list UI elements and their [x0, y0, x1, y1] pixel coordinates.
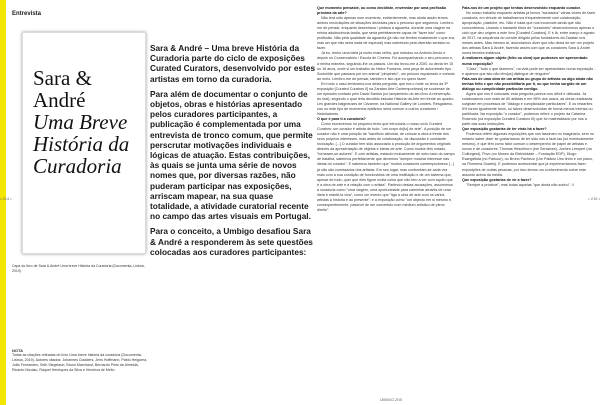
body-column-2 [462, 6, 596, 188]
book-title-line: André [33, 88, 86, 112]
book-cover [22, 32, 146, 254]
interview-question: Fala-nos de uma obra de um artista ou grupo de artistas ou algo ainda não tenhas feito e que não possibilitaria por ti, ou que tenha surgido de um diálogo ou cumplicidade particular contigo. [462, 76, 593, 91]
interview-answer: Agora que nos é colocada, esta pergunta parece-nos difícil e delicada. Já colaboramos com mais de 60 artistas e em 95% dos casos, as obras realizadas surgiram em processos de "diálogo e cumplicidade particulares". E os restantes 5% foram igualmente bons, só talvez desenvolvidas de forma menos intensa ou partilhada. Na exposição "o curador", podemos referir o projeto da Catarina Rosendo (na exposição Curated Curators III) que foi materializado por nós a partir das suas instruções. [462, 91, 593, 127]
page-footer: UMBIGO ZNS [380, 398, 403, 402]
body-column-1 [317, 6, 455, 213]
interview-answer: Podemos referir algumas exposições que nos fascinam no imaginário, sem no entanto saber dizer se gostaríamos de ter sido nós a fazê-las (só eventualmente mesmo), e que têm como fator comum o desempenho de papel de artistas e novos e de curadores: Thomas Hirschhorn (em Serralves), Jochen Lempert (na Culturgest), Povo (no Museu da Eletricidade – Fundação EDP), Diogo Evangelista (no Parkour), ou Bruno Pacheco (Um Palácio Uno linho e um piano, na Filomena Soares). E podemos acrescentar que já experimentamos fazer exposições de outras pessoas, por isso temos um conhecimento sobre este assunto acima da média. [462, 132, 594, 177]
intro-text [150, 43, 316, 262]
footnote-heading: NOTA [12, 348, 24, 353]
image-caption: Capa do livro de Sara & André Uma breve História da Curadoria (Documenta, Lisboa, 2019) [12, 264, 145, 273]
page-number-left: • 214 • [0, 196, 12, 201]
interview-question: Fala-nos de um projeto que tenhas desenvolvido enquanto curador. [462, 6, 581, 10]
footnote-text: Todas as citações retiradas do livro Uma breve história da curadoria (Documenta, Lisboa, 2019). Autores citados: Johannes Cladders, Jens Hoffmann, Pablo Helguera, João Fernandes, Seth Siegelaub, Bruno Marchand, Bernardo Pinto de Almeida, Ricardo Nicolau, Raquel Henriques da Silva e Verónica de Mello. [12, 353, 148, 372]
interview-question: Que exposição gostarias de ter visto há a fazer? [462, 127, 547, 132]
interview-answer: Como escrevemos no pequeno texto que introduzia o nosso ciclo Curated Curators: um curador é artista de tudo: "um corpo do[to] de arte". A posição de um curador não é uma posição de "sacrifício altruísta, de colocar a obra à frente dos seus próprios interesses, mas antes de colaboração, de discussão e constante invocação. [...] O curador tem sido associado à produção de argumentos originais através da apresentação de objetos e ideias de arte. Como muitos têm notado, "tornaram-se autores". E com artistas, estando mutuamente de outro lado do campo de batalha, sabemos perfeitamente que devemos "sempre mostrar interesse nas ideias do curador". E sabemos também que "muitos curadores contemporâneos [...] já não são comissários dos artistas. Em seu lugar, mas confrontam-se cada vez mais com a sua condição de funcionários de uma instituição e de um sistema que, apesar de tudo, quer que eles figure muita coisa que não tem a ver com aquilo que é a obra de arte e a relação com o artista". Partindo destas acusações, assumimos a curadoria como "uma viagem, uma oportunidade para caminhar através de uma ideia e mantê-la viva", como um evento que "liga a obra de arte com os vários artistas à história e ao presente"; e a exposição como "um objecto em si mesmo e, consequentemente, passível de ser convertido num médium artístico de pleno direito". [317, 122, 455, 212]
edge-color-strip [0, 0, 6, 405]
interview-answer: "Sempre a próxima", mas todas aquelas "que ainda não sonho". // [466, 182, 574, 187]
interview-answer: "Claro", "tudo o que fazemos", na vida pode ser apresentado numa exposição - e aparece que isto não têm[os] distingue de ninguém" [462, 66, 596, 76]
intro-paragraph: Para o conceito, a Umbigo desafiou Sara & André a responderem às sete questões colocadas aos curadores participantes: [150, 226, 313, 257]
interview-question: A realizares algum objeto (feito ou obra) que pudesses ser apresentado numa exposição? [462, 56, 588, 66]
book-cover-title [33, 67, 129, 177]
interview-answer: No nosso trabalho enquanto artistas já fomos "acusados" várias vezes de fazer curadoria, em virtude de trabalharmos frequentemente com colaboração, apropriação, pastiche, etc. Não é nada que nos incomode ainda que não concordemos. Usando o bastante título de "curadores" desenvolvemos apenas o ciclo que deu origem a este livro [Curated Curators]. E é lá, entre março e agosto de 2017, na sequência do convite dirigido pelos fundadores da Zaratan uns meses antes. Mas mesmo aí, anunciamos dizer que não deixa de ser um projeto dos artistas Sara & André, fazendo assim com que os curadores Sara & André numa terceira instância. [462, 11, 596, 56]
page-number-right: • 215 • [588, 196, 600, 201]
book-title-line: Uma Breve [33, 110, 128, 134]
interview-answer: Já eu, tenho uma ideia já muito mais velha, que estudou na António Arroio e depois no Conservatório / Escola de Cinema. Fui acompanhando o seu percurso e, a minha maneira, seguindo-lhe os passos. Um dia levou-me à ZDB, ou devia ter 15 ou 16 anos, onde vi um trabalho do Heitor Fonseca, uma peça de autorretrato tipo Scotchlite que passava por um animal "pimpinelo", um pelouro espalmado e cortado ao meio. Lembro-me de pensar, também é isto que eu quero fazer! [317, 51, 455, 81]
section-label: Entrevista [12, 11, 42, 17]
interview-question: O que é para ti a curadoria? [317, 117, 366, 122]
interview-answer: Em todo o caso lembramo-nos desta pergunta, que era o mote ou tema da 3ª exposição [Curated Curators II] na Zaratan Arte Contemporânea] se soubesse de um episódio contado pelo David Santos (no lançamento do seu livro A reinvenção do real), segundo o qual teria decidido estudar História da Arte em frente ao quadro Les grandes baigneuses de Cézanne, na National Gallery de Londres. Resgatámo-nos no este tipo de momentos epifânico seria comum a outros curadores / historiadores. [317, 81, 454, 116]
interview-question: Que exposição gostarias de vir a fazer? [462, 177, 532, 182]
interview-answer: Não terá sido apenas num momento, evidentemente, mas ainda assim temos ambos recordações de situações decisivas para o percurso que seguimos. Lembro-me de pensar, enquanto desenhava / pintava a aguarela, durante uma viagem na minha adolescência tardia, que seria perfeitamente capaz de "fazer isto" como profissão. Não pela qualidade da aguarela (já não me lembro exatamente o que era, mas sei que não seria nada de especial) mas sobretudo pela diversão sentida no fazer. [317, 16, 455, 51]
intro-paragraph: Para além de documentar o conjunto de objetos, obras e histórias apresentado pelos curadores participantes, a publicação é complementada por uma entrevista de tronco comum, que permite perscrutar motivações individuais e lógicas de atuação. Estas contribuições, às quais se junta uma série de novos nomes que, por diversas razões, não puderam participar nas exposições, arriscam mapear, na sua quase totalidade, a atividade curatorial recente no campo das artes visuais em Portugal. [150, 88, 313, 222]
intro-paragraph: Sara & André – Uma breve História da Curadoria parte do ciclo de exposições Curated Curators, desenvolvido por estes artistas em torno da curadoria. [150, 43, 316, 84]
footnote [12, 348, 152, 373]
book-title-line: História da [33, 132, 130, 156]
interview-question: Que momento pensaste, ou como decidiste, enveredar por uma profissão próxima da arte? [317, 6, 447, 16]
book-title-line: Sara & [33, 66, 92, 90]
book-title-line: Curadoria [33, 154, 122, 178]
